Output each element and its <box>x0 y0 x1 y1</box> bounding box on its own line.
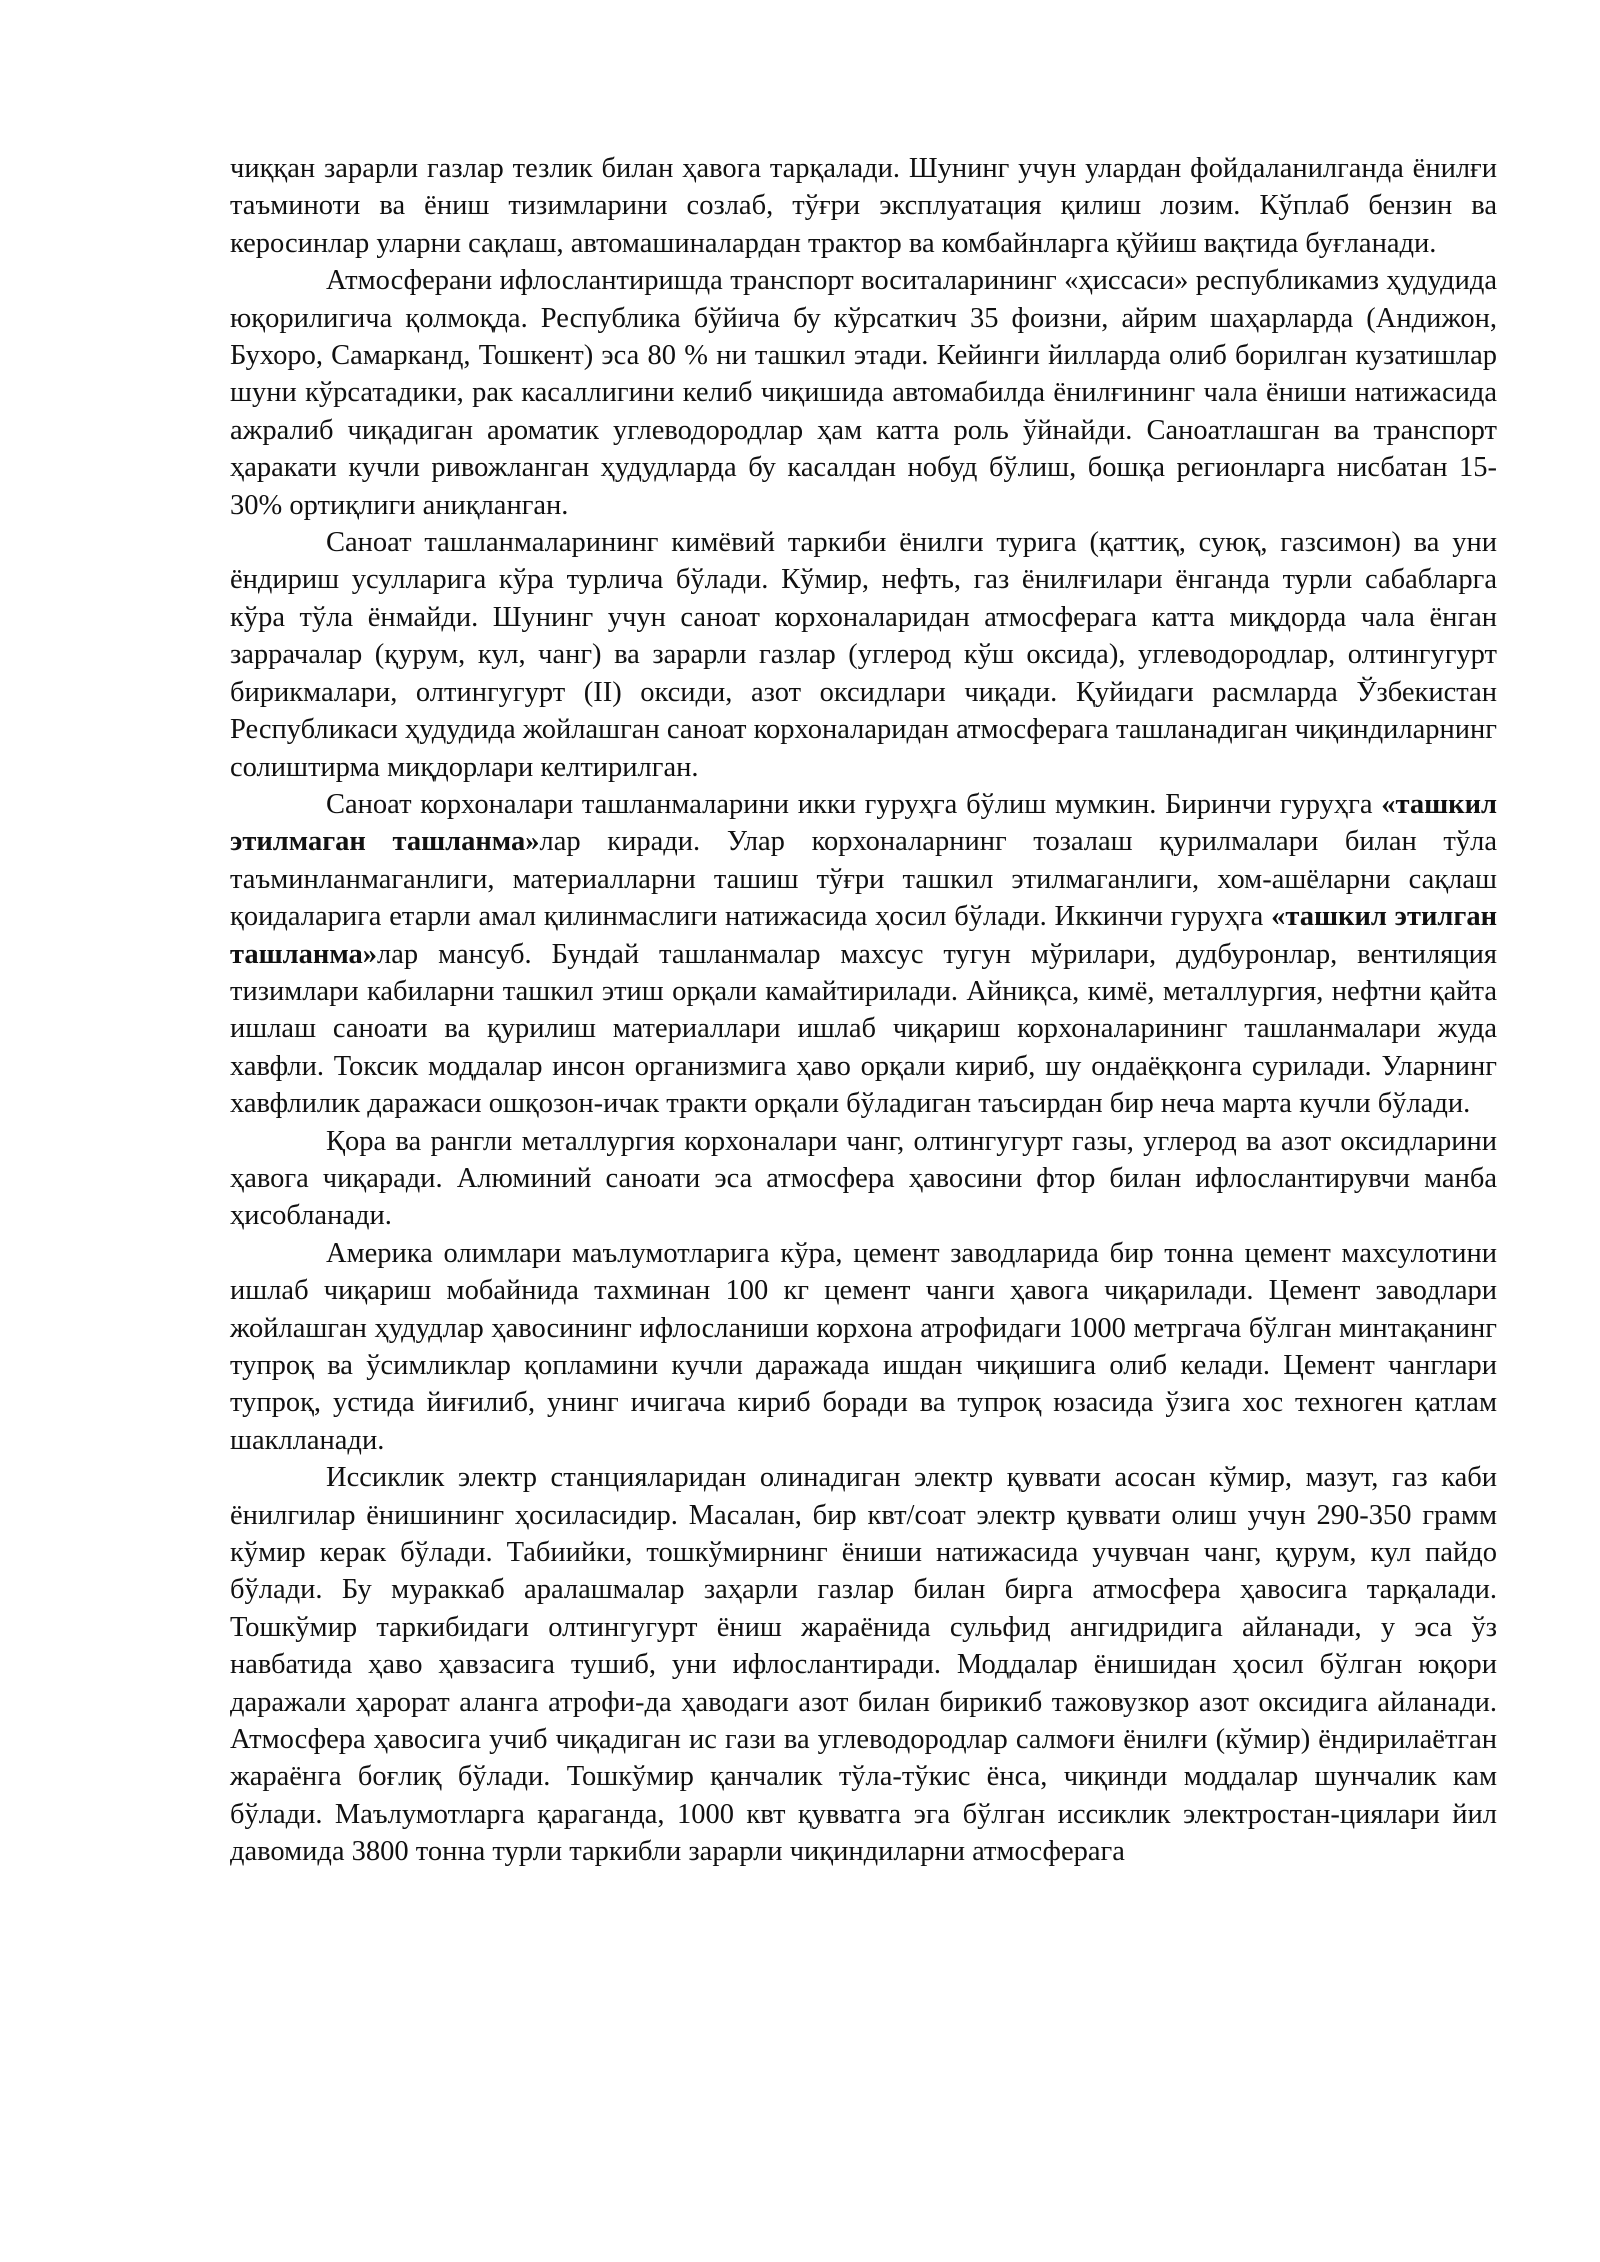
paragraph-text: Иссиклик электр станцияларидан олинадиган электр қуввати асосан кўмир, мазут, газ каби ёнилгилар ёнишининг ҳосиласидир. Масалан, бир квт/соат электр қуввати олиш учун 290-350 грамм кўмир керак бўлади. Табиийки, тошкўмирнинг ёниши натижасида учувчан чанг, қурум, кул пайдо бўлади. Бу мураккаб аралашмалар заҳарли газлар билан бирга атмосфера ҳавосига тарқалади. Тошкўмир таркибидаги олтингугурт ёниш жараёнида сульфид ангидридига айланади, у эса ўз навбатида ҳаво ҳавзасига тушиб, уни ифлослантиради. Моддалар ёнишидан ҳосил бўлган юқори даражали ҳарорат аланга атрофи-да ҳаводаги азот билан бирикиб тажовузкор азот оксидига айланади. Атмосфера ҳавосига учиб чиқадиган ис гази ва углеводородлар салмоғи ёнилғи (кўмир) ёндирилаётган жараёнга боғлиқ бўлади. Тошкўмир қанчалик тўла-тўкис ёнса, чиқинди моддалар шунчалик кам бўлади. Маълумотларга қараганда, 1000 квт қувватга эга бўлган иссиклик электростан-циялари йил давомида 3800 тонна турли таркибли зарарли чиқиндиларни атмосферага <box>230 1462 1497 1868</box>
paragraph-4 <box>230 786 1497 1123</box>
paragraph-text: Атмосферани ифлослантиришда транспорт воситаларининг «ҳиссаси» республикамиз ҳудудида юқорилигича қолмоқда. Республика бўйича бу кўрсаткич 35 фоизни, айрим шаҳарларда (Андижон, Бухоро, Самарканд, Тошкент) эса 80 % ни ташкил этади. Кейинги йилларда олиб борилган кузатишлар шуни кўрсатадики, рак касаллигини келиб чиқишида автомабилда ёнилғининг чала ёниши натижасида ажралиб чиқадиган ароматик углеводородлар ҳам катта роль ўйнайди. Саноатлашган ва транспорт ҳаракати кучли ривожланган ҳудудларда бу касалдан нобуд бўлиш, бошқа регионларга нисбатан 15-30% ортиқлиги аниқланган. <box>230 265 1497 521</box>
paragraph-text: Саноат ташланмаларининг кимёвий таркиби ёнилги турига (қаттиқ, суюқ, газсимон) ва уни ёндириш усулларига кўра турлича бўлади. Кўмир, нефть, газ ёнилғилари ёнганда турли сабабларга кўра тўла ёнмайди. Шунинг учун саноат корхоналаридан атмосферага катта миқдорда чала ёнган заррачалар (қурум, кул, чанг) ва зарарли газлар (углерод кўш оксида), углеводородлар, олтингугурт бирикмалари, олтингугурт (II) оксиди, азот оксидлари чиқади. Қуйидаги расмларда Ўзбекистан Республикаси ҳудудида жойлашган саноат корхоналаридан атмосферага ташланадиган чиқиндиларнинг солиштирма миқдорлари келтирилган. <box>230 527 1497 783</box>
document-page <box>230 150 1497 1871</box>
paragraph-text: лар киради. Улар корхоналарнинг тозалаш қурилмалари билан тўла таъминланмаганлиги, материалларни ташиш тўғри ташкил этилмаганлиги, хом-ашёларни сақлаш қоидаларига етарли амал қилинмаслиги натижасида ҳосил бўлади. Иккинчи гуруҳга <box>230 826 1497 933</box>
paragraph-1 <box>230 150 1497 262</box>
paragraph-text: Америка олимлари маълумотларига кўра, цемент заводларида бир тонна цемент махсулотини ишлаб чиқариш мобайнида тахминан 100 кг цемент чанги ҳавога чиқарилади. Цемент заводлари жойлашган ҳудудлар ҳавосининг ифлосланиши корхона атрофидаги 1000 метргача бўлган минтақанинг тупроқ ва ўсимликлар қопламини кучли даражада ишдан чиқишига олиб келади. Цемент чанглари тупроқ, устида йиғилиб, унинг ичигача кириб боради ва тупроқ юзасида ўзига хос техноген қатлам шаклланади. <box>230 1237 1497 1456</box>
paragraph-6 <box>230 1235 1497 1459</box>
paragraph-7 <box>230 1459 1497 1870</box>
paragraph-text: Саноат корхоналари ташланмаларини икки гуруҳга бўлиш мумкин. Биринчи гуруҳга <box>326 788 1382 820</box>
bold-term-unorganized-emission: «ташкил этилмаган ташланма» <box>230 788 1497 858</box>
bold-term-organized-emission: «ташкил этилган ташланма» <box>230 901 1497 970</box>
paragraph-3 <box>230 524 1497 786</box>
paragraph-text: Қора ва рангли металлургия корхоналари чанг, олтингугурт газы, углерод ва азот оксидларини ҳавога чиқаради. Алюминий саноати эса атмосфера ҳавосини фтор билан ифлослантирувчи манба ҳисобланади. <box>230 1125 1497 1232</box>
paragraph-2 <box>230 262 1497 524</box>
paragraph-text: чиққан зарарли газлар тезлик билан ҳавога тарқалади. Шунинг учун улардан фойдаланилганда ёнилғи таъминоти ва ёниш тизимларини созлаб, тўғри эксплуатация қилиш лозим. Кўплаб бензин ва керосинлар уларни сақлаш, автомашиналардан трактор ва комбайнларга қўйиш вақтида буғланади. <box>230 153 1497 259</box>
paragraph-5 <box>230 1123 1497 1235</box>
paragraph-text: лар мансуб. Бундай ташланмалар махсус тугун мўрилари, дудбуронлар, вентиляция тизимлари кабиларни ташкил этиш орқали камайтирилади. Айниқса, кимё, металлургия, нефтни қайта ишлаш саноати ва қурилиш материаллари ишлаб чиқариш корхоналарининг ташланмалари жуда хавфли. Токсик моддалар инсон организмига ҳаво орқали кириб, шу ондаёққонга сурилади. Уларнинг хавфлилик даражаси ошқозон-ичак тракти орқали бўладиган таъсирдан бир неча марта кучли бўлади. <box>230 938 1497 1120</box>
